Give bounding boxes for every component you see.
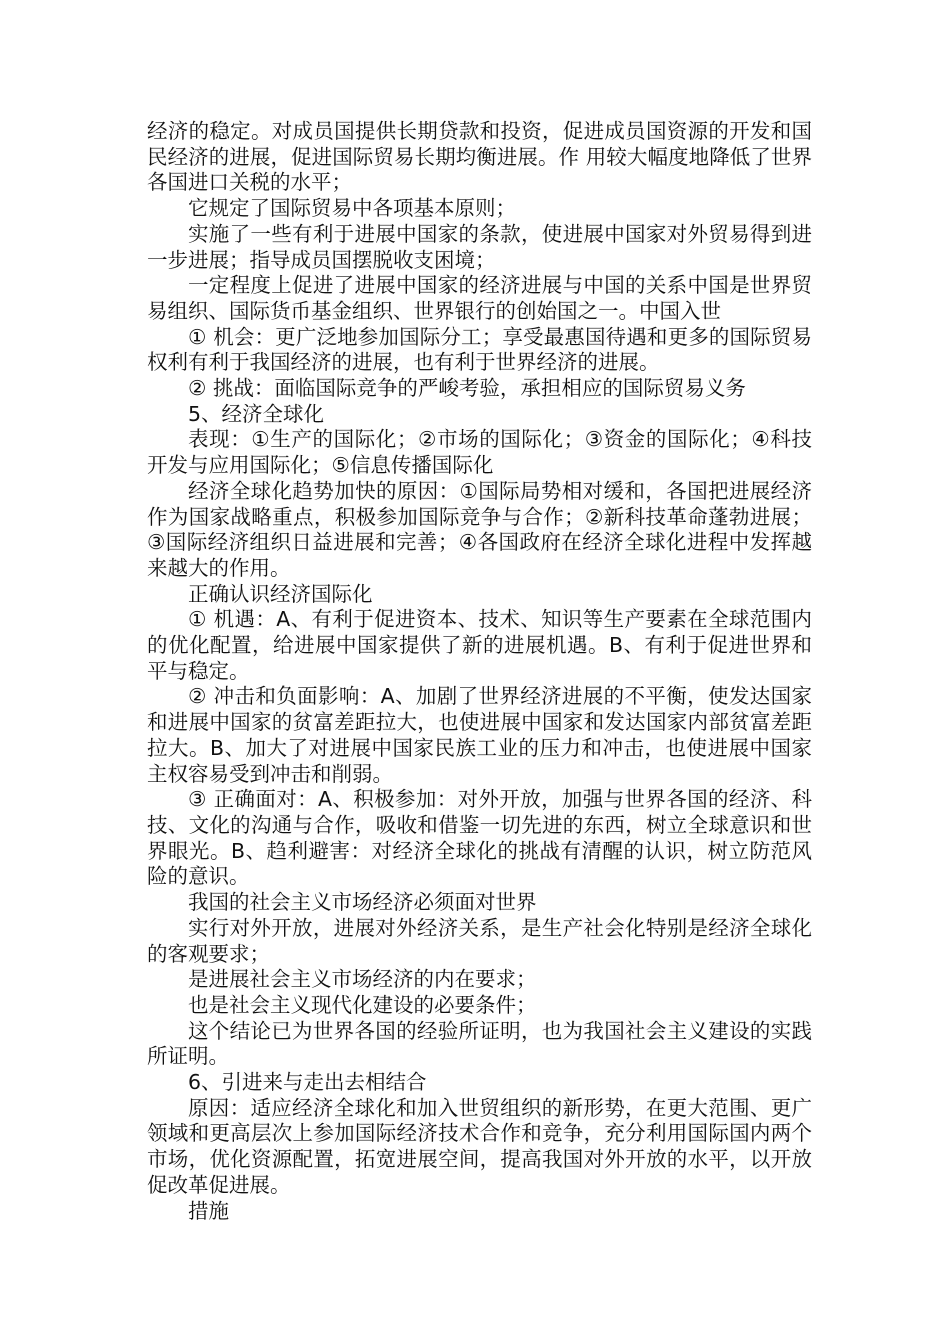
section-heading-bring-in-go-out: 6、引进来与走出去相结合 <box>188 1070 427 1095</box>
paragraph-correct-response: ③ 正确面对：A、积极参加：对外开放，加强与世界各国的经济、科技、文化的沟通与合作，吸收和借鉴一切先进的东西，树立全球意识和世界眼光。B、趋利避害：对经济全球化的挑战有清醒的认识，树立防范风险的意识。 <box>147 787 812 889</box>
paragraph-challenge: ② 挑战：面临国际竞争的严峻考验，承担相应的国际贸易义务 <box>188 376 746 401</box>
paragraph-opening-up: 实行对外开放，进展对外经济关系，是生产社会化特别是经济全球化的客观要求； <box>147 915 812 966</box>
paragraph-necessary-condition: 也是社会主义现代化建设的必要条件； <box>188 992 537 1017</box>
section-heading-globalization: 5、经济全球化 <box>188 401 325 426</box>
paragraph-measures: 措施 <box>188 1198 229 1223</box>
paragraph-principles: 它规定了国际贸易中各项基本原则； <box>188 196 516 221</box>
paragraph-correct-understanding: 正确认识经济国际化 <box>188 581 373 606</box>
paragraph-opportunities: ① 机遇：A、有利于促进资本、技术、知识等生产要素在全球范围内的优化配置，给进展中国家提供了新的进展机遇。B、有利于促进世界和平与稳定。 <box>147 607 812 683</box>
paragraph-internal-requirement: 是进展社会主义市场经济的内在要求； <box>188 967 537 992</box>
paragraph-manifestations: 表现：①生产的国际化；②市场的国际化；③资金的国际化；④科技开发与应用国际化；⑤信息传播国际化 <box>147 427 812 478</box>
paragraph-socialist-market: 我国的社会主义市场经济必须面对世界 <box>188 890 537 915</box>
body-text <box>147 119 812 1224</box>
paragraph-china-relations: 一定程度上促进了进展中国家的经济进展与中国的关系中国是世界贸易组织、国际货币基金组织、世界银行的创始国之一。中国入世 <box>147 273 812 323</box>
paragraph-developing-clauses: 实施了一些有利于进展中国家的条款，使进展中国家对外贸易得到进一步进展；指导成员国摆脱收支困境； <box>147 221 812 272</box>
paragraph-reasons: 经济全球化趋势加快的原因：①国际局势相对缓和，各国把进展经济作为国家战略重点，积极参加国际竞争与合作；②新科技革命蓬勃进展；③国际经济组织日益进展和完善；④各国政府在经济全球化进程中发挥越来越大的作用。 <box>147 478 812 580</box>
paragraph-continuation: 经济的稳定。对成员国提供长期贷款和投资，促进成员国资源的开发和国民经济的进展，促进国际贸易长期均衡进展。作 用较大幅度地降低了世界各国进口关税的水平； <box>147 119 812 195</box>
paragraph-cause: 原因：适应经济全球化和加入世贸组织的新形势，在更大范围、更广领域和更高层次上参加国际经济技术合作和竞争，充分利用国际国内两个市场，优化资源配置，拓宽进展空间，提高我国对外开放的水平，以开放促改革促进展。 <box>147 1095 812 1197</box>
paragraph-conclusion: 这个结论已为世界各国的经验所证明，也为我国社会主义建设的实践所证明。 <box>147 1018 812 1069</box>
paragraph-negative-impacts: ② 冲击和负面影响：A、加剧了世界经济进展的不平衡，使发达国家和进展中国家的贫富差距拉大，也使进展中国家和发达国家内部贫富差距拉大。B、加大了对进展中国家民族工业的压力和冲击，也使进展中国家主权容易受到冲击和削弱。 <box>147 684 812 786</box>
paragraph-opportunity: ① 机会：更广泛地参加国际分工；享受最惠国待遇和更多的国际贸易权利有利于我国经济的进展，也有利于世界经济的进展。 <box>147 324 812 375</box>
